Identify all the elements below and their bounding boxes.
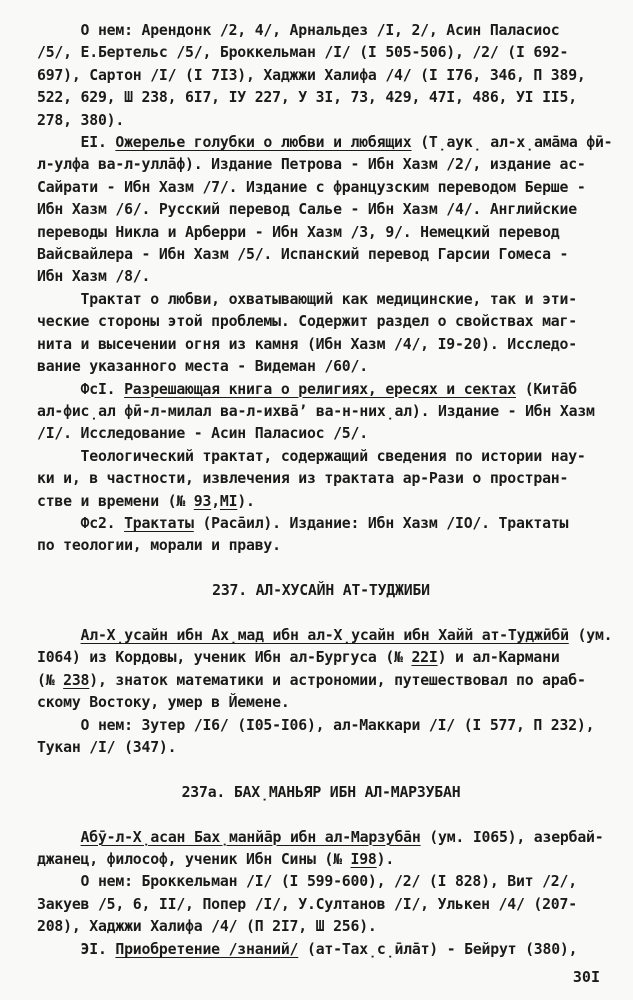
text-line <box>37 222 605 244</box>
text-segment <box>37 627 81 644</box>
text-segment: О нем: Зутер /І6/ (І05-І06), ал-Маккари /І/ (І 577, П 232), <box>37 716 595 734</box>
text-segment: 278, 380). <box>37 111 125 129</box>
underlined-text: Абӯ-л-Х̣асан Бах̣манйа̄р ибн ал-Марзуба̄н <box>80 828 421 846</box>
page-number: 30І <box>572 968 600 986</box>
text-segment: (№ <box>37 671 64 689</box>
text-line <box>37 65 605 87</box>
text-segment: (ум. І065), азербай- <box>420 828 604 846</box>
text-segment: ЕІ. <box>37 134 116 152</box>
paragraph <box>37 715 605 760</box>
underlined-text: МІ <box>219 492 238 510</box>
text-line <box>37 87 605 109</box>
text-line <box>37 692 605 714</box>
text-line <box>37 894 605 916</box>
underlined-text: Ал-Х̣усайн ибн Ах̣мад ибн ал-Х̣усайн ибн Хайй ат-Туджӣбӣ <box>80 626 569 644</box>
text-segment: по теологии, морали и праву. <box>37 537 281 555</box>
text-line <box>37 289 605 311</box>
text-line <box>37 491 605 513</box>
section-heading: 237а. БАХ̣МАНЬЯР ИБН АЛ-МАРЗУБАН <box>181 783 461 801</box>
text-segment: Теологический трактат, содержащий сведения по истории нау- <box>37 447 586 465</box>
underlined-text: І98 <box>350 850 377 868</box>
text-segment: вание указанного места - Видеман /60/. <box>37 358 368 376</box>
text-segment: (Т̣аук̣ ал-х̣ама̄ма фӣ- <box>411 134 613 152</box>
text-segment: нита и высечении огня из камня (Ибн Хазм /4/, І9-20). Исследо- <box>37 335 577 353</box>
paragraph <box>37 379 605 446</box>
text-line <box>37 625 613 647</box>
paragraph <box>37 513 605 558</box>
text-segment: ). <box>376 850 395 868</box>
underlined-text: Приобретение /знаний/ <box>115 940 299 958</box>
text-line <box>37 670 605 692</box>
underlined-text: Ожерелье голубки о любви и любящих <box>115 134 412 152</box>
underlined-text: Разрешающая книга о религиях, ересях и сектах <box>124 380 516 398</box>
text-line <box>37 535 605 557</box>
text-line <box>37 737 605 759</box>
text-line <box>37 379 605 401</box>
text-line <box>37 311 605 333</box>
text-line <box>37 468 605 490</box>
document-body <box>37 20 613 961</box>
text-segment: Вайсвайлера - Ибн Хазм /5/. Испанский перевод Гарсии Гомеса - <box>37 246 569 264</box>
text-segment: ), знаток математики и астрономии, путешествовал по араб- <box>89 671 586 689</box>
text-line <box>37 423 605 445</box>
text-line <box>37 199 605 221</box>
paragraph <box>37 827 605 872</box>
text-segment: 697), Сартон /І/ (І 7І3), Хаджжи Халифа /4/ (І І76, 346, П 389, <box>37 66 586 84</box>
text-line <box>37 513 605 535</box>
text-segment: Закуев /5, 6, ІІ/, Попер /І/, У.Султанов /І/, Улькен /4/ (207- <box>37 895 577 913</box>
section-heading: 237. АЛ-ХУСАЙН АТ-ТУДЖИБИ <box>212 582 430 600</box>
text-segment: Трактат о любви, охватывающий как медицинские, так и эти- <box>37 290 577 308</box>
text-line <box>37 916 605 938</box>
paragraph <box>37 132 613 289</box>
text-segment: ) и ал-Кармани <box>437 649 560 667</box>
text-segment: О нем: Броккельман /І/ (І 599-600), /2/ (І 828), Вит /2/, <box>37 873 577 891</box>
text-line <box>37 132 613 154</box>
text-segment: ки и, в частности, извлечения из трактата ар-Рази о простран- <box>37 470 569 488</box>
text-segment: ). <box>237 492 255 510</box>
paragraph <box>37 446 605 513</box>
text-segment: Сайрати - Ибн Хазм /7/. Издание с французским переводом Берше - <box>37 178 586 196</box>
text-segment: ал-фис̣ал фӣ-л-милал ва-л-ихва̄’ ва-н-них̣ал). Издание - Ибн Хазм <box>37 402 595 420</box>
text-line <box>37 647 605 669</box>
text-line <box>37 334 605 356</box>
text-line <box>37 715 605 737</box>
text-segment: (ат-Тах̣с̣ӣла̄т) - Бейрут (380), <box>298 940 578 958</box>
text-segment: /І/. Исследование - Асин Паласиос /5/. <box>37 425 368 443</box>
text-segment: І064) из Кордовы, ученик Ибн ал-Бургуса (№ <box>37 649 412 667</box>
text-line <box>37 266 605 288</box>
text-segment: стве и времени (№ <box>37 492 194 510</box>
paragraph <box>37 871 605 938</box>
paragraph <box>37 625 613 715</box>
text-segment <box>37 829 81 846</box>
paragraph <box>37 289 605 379</box>
text-line <box>37 446 605 468</box>
text-line <box>37 401 605 423</box>
underlined-text: 93 <box>193 492 212 510</box>
text-line <box>37 177 605 199</box>
underlined-text: Трактаты <box>124 514 194 532</box>
text-segment: Фс2. <box>37 514 125 532</box>
underlined-text: 22І <box>411 649 438 667</box>
text-segment: ческие стороны этой проблемы. Содержит раздел о свойствах маг- <box>37 313 577 331</box>
text-segment: 208), Хаджжи Халифа /4/ (П 2І7, Ш 256). <box>37 918 377 936</box>
text-line <box>37 356 605 378</box>
text-segment: ФсІ. <box>37 380 125 398</box>
text-segment: джанец, философ, ученик Ибн Сины (№ <box>37 850 351 868</box>
text-line <box>37 849 605 871</box>
text-line <box>37 871 605 893</box>
text-segment: , <box>211 492 220 510</box>
text-segment: Тукан /І/ (347). <box>37 738 177 756</box>
text-segment: /5/, Е.Бертельс /5/, Броккельман /І/ (І 505-506), /2/ (І 692- <box>37 44 569 62</box>
text-segment: переводы Никла и Арберри - Ибн Хазм /3, 9/. Немецкий перевод <box>37 223 560 241</box>
text-line <box>37 939 605 961</box>
text-segment: Ибн Хазм /8/. <box>37 268 151 286</box>
underlined-text: 238 <box>63 671 90 689</box>
text-segment: скому Востоку, умер в Йемене. <box>37 694 290 712</box>
text-segment: (ум. <box>568 626 613 644</box>
text-segment: ЭІ. <box>37 940 116 958</box>
text-segment: л-улфа ва-л-улла̄ф). Издание Петрова - Ибн Хазм /2/, издание ас- <box>37 156 586 174</box>
text-line <box>37 244 605 266</box>
paragraph <box>37 939 605 961</box>
text-line <box>37 154 605 176</box>
text-segment: 522, 629, Ш 238, 6І7, ІУ 227, У 3І, 73, 429, 47І, 486, УІ ІІ5, <box>37 89 577 107</box>
text-segment: О нем: Арендонк /2, 4/, Арнальдез /І, 2/, Асин Паласиос <box>37 22 560 39</box>
text-segment: (Раса̄ил). Издание: Ибн Хазм /ІО/. Трактаты <box>193 514 569 532</box>
text-line <box>37 42 605 64</box>
text-line <box>37 110 605 132</box>
text-segment: Ибн Хазм /6/. Русский перевод Салье - Ибн Хазм /4/. Английские <box>37 201 577 219</box>
paragraph <box>37 20 605 132</box>
text-line <box>37 20 605 42</box>
text-line <box>37 827 605 849</box>
text-segment: (Кита̄б <box>515 380 577 398</box>
